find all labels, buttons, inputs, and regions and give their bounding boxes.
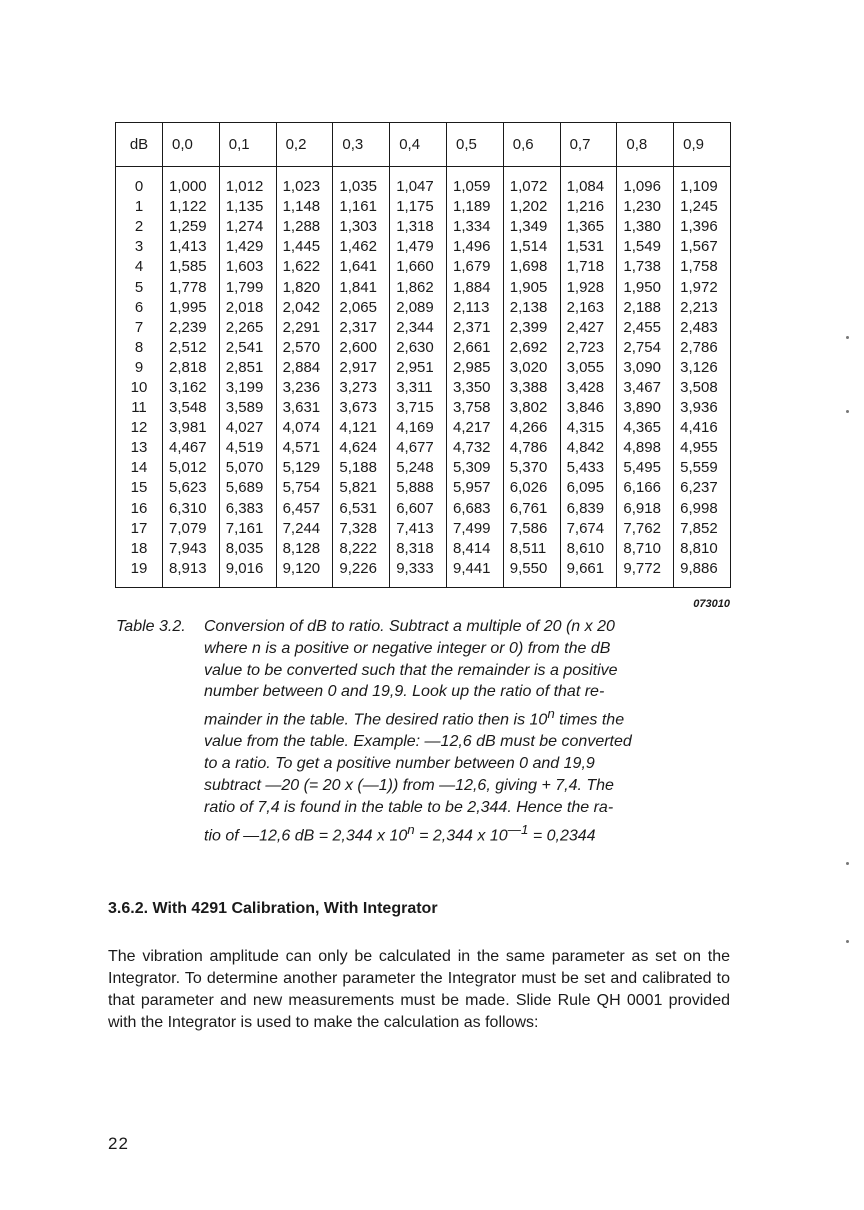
ratio-cell: 1,012 [219,167,276,198]
ratio-cell: 2,512 [163,338,220,358]
ratio-cell: 1,445 [276,237,333,257]
db-value-cell: 5 [116,277,163,297]
ratio-cell: 2,884 [276,358,333,378]
section-paragraph: The vibration amplitude can only be calculated in the same parameter as set on the Integrator. To determine another parameter the Integrator must be set and calibrated to that parameter and new measurements must be made. Slide Rule QH 0001 provided with the Integrator is used to make the calculation as follows: [108,948,730,1031]
db-value-cell: 13 [116,438,163,458]
column-header: 0,8 [617,123,674,167]
ratio-cell: 1,758 [674,257,731,277]
caption-line: number between 0 and 19,9. Look up the ratio of that re- [204,683,605,701]
ratio-cell: 7,244 [276,519,333,539]
ratio-cell: 3,846 [560,398,617,418]
ratio-cell: 5,754 [276,478,333,498]
ratio-cell: 2,455 [617,318,674,338]
column-header: 0,0 [163,123,220,167]
ratio-cell: 1,084 [560,167,617,198]
ratio-cell: 6,166 [617,478,674,498]
ratio-cell: 1,259 [163,217,220,237]
ratio-cell: 4,898 [617,438,674,458]
table-row [116,358,731,378]
ratio-cell: 2,600 [333,338,390,358]
ratio-cell: 3,631 [276,398,333,418]
ratio-cell: 5,248 [390,458,447,478]
ratio-cell: 5,370 [503,458,560,478]
ratio-cell: 3,273 [333,378,390,398]
ratio-cell: 8,128 [276,539,333,559]
db-value-cell: 4 [116,257,163,277]
table-row [116,478,731,498]
column-header: 0,9 [674,123,731,167]
ratio-cell: 1,718 [560,257,617,277]
ratio-cell: 1,023 [276,167,333,198]
ratio-cell: 6,839 [560,499,617,519]
scan-speck [846,410,849,413]
ratio-cell: 3,890 [617,398,674,418]
page-number: 22 [108,1134,129,1153]
ratio-cell: 1,000 [163,167,220,198]
ratio-cell: 1,862 [390,277,447,297]
ratio-cell: 4,732 [446,438,503,458]
table-body [116,167,731,588]
ratio-cell: 2,317 [333,318,390,338]
table-header-row [116,123,731,167]
ratio-cell: 5,559 [674,458,731,478]
ratio-cell: 6,095 [560,478,617,498]
ratio-cell: 1,660 [390,257,447,277]
ratio-cell: 2,344 [390,318,447,338]
ratio-cell: 9,772 [617,559,674,588]
column-header: 0,1 [219,123,276,167]
ratio-cell: 4,467 [163,438,220,458]
ratio-cell: 1,462 [333,237,390,257]
ratio-cell: 2,163 [560,298,617,318]
table-row [116,458,731,478]
ratio-cell: 2,951 [390,358,447,378]
ratio-cell: 4,677 [390,438,447,458]
ratio-cell: 9,226 [333,559,390,588]
ratio-cell: 1,641 [333,257,390,277]
ratio-cell: 4,365 [617,418,674,438]
ratio-cell: 5,623 [163,478,220,498]
ratio-cell: 6,607 [390,499,447,519]
db-value-cell: 11 [116,398,163,418]
table-row [116,398,731,418]
ratio-cell: 1,035 [333,167,390,198]
figure-code: 073010 [693,598,730,610]
caption-line: = 2,344 x 10 [414,826,508,844]
db-value-cell: 10 [116,378,163,398]
ratio-cell: 1,841 [333,277,390,297]
ratio-cell: 3,936 [674,398,731,418]
ratio-cell: 4,955 [674,438,731,458]
ratio-cell: 1,479 [390,237,447,257]
ratio-cell: 2,483 [674,318,731,338]
ratio-cell: 1,202 [503,197,560,217]
table-row [116,298,731,318]
ratio-cell: 7,413 [390,519,447,539]
ratio-cell: 8,810 [674,539,731,559]
ratio-cell: 6,310 [163,499,220,519]
db-value-cell: 9 [116,358,163,378]
column-header: 0,4 [390,123,447,167]
ratio-cell: 4,624 [333,438,390,458]
ratio-cell: 3,236 [276,378,333,398]
column-header: dB [116,123,163,167]
ratio-cell: 7,852 [674,519,731,539]
ratio-cell: 1,175 [390,197,447,217]
ratio-cell: 2,089 [390,298,447,318]
db-value-cell: 0 [116,167,163,198]
ratio-cell: 7,499 [446,519,503,539]
table-row [116,418,731,438]
column-header: 0,6 [503,123,560,167]
ratio-cell: 6,683 [446,499,503,519]
ratio-cell: 2,917 [333,358,390,378]
ratio-cell: 8,610 [560,539,617,559]
ratio-cell: 5,957 [446,478,503,498]
ratio-cell: 1,413 [163,237,220,257]
ratio-cell: 3,311 [390,378,447,398]
ratio-cell: 6,237 [674,478,731,498]
scan-speck [846,336,849,339]
ratio-cell: 1,161 [333,197,390,217]
ratio-cell: 1,950 [617,277,674,297]
table-row [116,519,731,539]
ratio-cell: 1,274 [219,217,276,237]
db-value-cell: 19 [116,559,163,588]
ratio-cell: 1,698 [503,257,560,277]
ratio-cell: 2,042 [276,298,333,318]
caption-line: ratio of 7,4 is found in the table to be 2,344. Hence the ra- [204,798,614,816]
db-value-cell: 7 [116,318,163,338]
ratio-cell: 1,567 [674,237,731,257]
ratio-cell: 9,661 [560,559,617,588]
ratio-cell: 6,531 [333,499,390,519]
ratio-cell: 2,692 [503,338,560,358]
ratio-cell: 1,135 [219,197,276,217]
ratio-cell: 3,126 [674,358,731,378]
caption-line: = 0,2344 [528,826,596,844]
ratio-cell: 2,213 [674,298,731,318]
ratio-cell: 9,550 [503,559,560,588]
ratio-cell: 2,065 [333,298,390,318]
ratio-cell: 1,995 [163,298,220,318]
ratio-cell: 7,943 [163,539,220,559]
table-row [116,539,731,559]
ratio-cell: 3,508 [674,378,731,398]
ratio-cell: 5,689 [219,478,276,498]
ratio-cell: 1,820 [276,277,333,297]
ratio-cell: 2,818 [163,358,220,378]
ratio-cell: 9,441 [446,559,503,588]
scan-speck [846,940,849,943]
ratio-cell: 3,162 [163,378,220,398]
ratio-cell: 6,918 [617,499,674,519]
ratio-cell: 4,315 [560,418,617,438]
ratio-cell: 4,519 [219,438,276,458]
ratio-cell: 4,786 [503,438,560,458]
ratio-cell: 1,778 [163,277,220,297]
db-value-cell: 14 [116,458,163,478]
ratio-cell: 2,265 [219,318,276,338]
db-value-cell: 1 [116,197,163,217]
ratio-cell: 2,399 [503,318,560,338]
table-caption [116,616,726,847]
ratio-cell: 1,365 [560,217,617,237]
ratio-cell: 2,138 [503,298,560,318]
ratio-cell: 3,020 [503,358,560,378]
ratio-cell: 1,603 [219,257,276,277]
ratio-cell: 5,495 [617,458,674,478]
ratio-cell: 8,035 [219,539,276,559]
ratio-cell: 1,514 [503,237,560,257]
superscript: —1 [507,821,529,837]
ratio-cell: 2,851 [219,358,276,378]
column-header: 0,7 [560,123,617,167]
caption-line: value to be converted such that the remainder is a positive [204,661,618,679]
ratio-cell: 8,222 [333,539,390,559]
ratio-cell: 9,016 [219,559,276,588]
ratio-cell: 3,673 [333,398,390,418]
caption-line: mainder in the table. The desired ratio then is 10 [204,711,548,729]
db-value-cell: 16 [116,499,163,519]
ratio-cell: 2,239 [163,318,220,338]
caption-line: subtract —20 (= 20 x (—1)) from —12,6, giving + 7,4. The [204,776,614,794]
table-row [116,318,731,338]
ratio-cell: 1,549 [617,237,674,257]
ratio-cell: 7,161 [219,519,276,539]
ratio-cell: 7,586 [503,519,560,539]
db-ratio-table [115,122,731,588]
ratio-cell: 3,802 [503,398,560,418]
ratio-cell: 8,318 [390,539,447,559]
db-value-cell: 12 [116,418,163,438]
ratio-cell: 4,121 [333,418,390,438]
ratio-cell: 8,414 [446,539,503,559]
ratio-cell: 2,661 [446,338,503,358]
ratio-cell: 2,786 [674,338,731,358]
section-heading: 3.6.2. With 4291 Calibration, With Integrator [108,900,438,917]
table-row [116,277,731,297]
ratio-cell: 3,350 [446,378,503,398]
ratio-cell: 1,245 [674,197,731,217]
db-value-cell: 8 [116,338,163,358]
ratio-cell: 5,070 [219,458,276,478]
ratio-cell: 1,429 [219,237,276,257]
table-row [116,499,731,519]
column-header: 0,3 [333,123,390,167]
ratio-cell: 1,679 [446,257,503,277]
ratio-cell: 6,026 [503,478,560,498]
ratio-cell: 4,266 [503,418,560,438]
column-header: 0,5 [446,123,503,167]
caption-line: value from the table. Example: —12,6 dB must be converted [204,733,632,751]
ratio-cell: 6,383 [219,499,276,519]
ratio-cell: 3,199 [219,378,276,398]
ratio-cell: 1,531 [560,237,617,257]
column-header: 0,2 [276,123,333,167]
table-row [116,167,731,198]
ratio-cell: 1,096 [617,167,674,198]
ratio-cell: 7,079 [163,519,220,539]
ratio-cell: 7,674 [560,519,617,539]
db-value-cell: 15 [116,478,163,498]
ratio-cell: 1,622 [276,257,333,277]
ratio-cell: 1,109 [674,167,731,198]
ratio-cell: 2,018 [219,298,276,318]
superscript: n [547,706,555,722]
ratio-cell: 4,416 [674,418,731,438]
table-row [116,217,731,237]
ratio-cell: 1,334 [446,217,503,237]
db-value-cell: 2 [116,217,163,237]
ratio-cell: 3,758 [446,398,503,418]
caption-line: times the [554,711,625,729]
table-row [116,438,731,458]
ratio-cell: 1,288 [276,217,333,237]
ratio-cell: 1,884 [446,277,503,297]
ratio-cell: 4,571 [276,438,333,458]
ratio-cell: 8,710 [617,539,674,559]
ratio-cell: 5,309 [446,458,503,478]
ratio-cell: 1,318 [390,217,447,237]
ratio-cell: 2,427 [560,318,617,338]
ratio-cell: 9,120 [276,559,333,588]
ratio-cell: 1,047 [390,167,447,198]
ratio-cell: 9,333 [390,559,447,588]
ratio-cell: 1,496 [446,237,503,257]
ratio-cell: 4,217 [446,418,503,438]
ratio-cell: 2,570 [276,338,333,358]
ratio-cell: 4,027 [219,418,276,438]
ratio-cell: 1,905 [503,277,560,297]
table-row [116,237,731,257]
db-value-cell: 6 [116,298,163,318]
ratio-cell: 1,072 [503,167,560,198]
ratio-cell: 3,428 [560,378,617,398]
ratio-cell: 6,457 [276,499,333,519]
ratio-cell: 2,113 [446,298,503,318]
ratio-cell: 1,230 [617,197,674,217]
ratio-cell: 3,467 [617,378,674,398]
ratio-cell: 8,511 [503,539,560,559]
ratio-cell: 1,303 [333,217,390,237]
ratio-cell: 2,630 [390,338,447,358]
ratio-cell: 3,548 [163,398,220,418]
ratio-cell: 1,059 [446,167,503,198]
ratio-cell: 1,189 [446,197,503,217]
ratio-cell: 1,928 [560,277,617,297]
ratio-cell: 1,380 [617,217,674,237]
ratio-cell: 2,754 [617,338,674,358]
caption-line: Conversion of dB to ratio. Subtract a multiple of 20 (n x 20 [204,618,615,635]
superscript: n [407,821,415,837]
db-value-cell: 17 [116,519,163,539]
ratio-cell: 2,188 [617,298,674,318]
ratio-cell: 2,541 [219,338,276,358]
ratio-cell: 2,291 [276,318,333,338]
ratio-cell: 3,715 [390,398,447,418]
caption-label: Table 3.2. [116,618,186,635]
ratio-cell: 2,371 [446,318,503,338]
ratio-cell: 9,886 [674,559,731,588]
ratio-cell: 7,328 [333,519,390,539]
ratio-cell: 5,129 [276,458,333,478]
ratio-cell: 3,055 [560,358,617,378]
ratio-cell: 3,589 [219,398,276,418]
ratio-cell: 1,972 [674,277,731,297]
ratio-cell: 7,762 [617,519,674,539]
ratio-cell: 4,169 [390,418,447,438]
scan-speck [846,862,849,865]
table-row [116,378,731,398]
db-value-cell: 3 [116,237,163,257]
ratio-cell: 6,998 [674,499,731,519]
table-row [116,559,731,588]
caption-text [204,616,726,847]
ratio-cell: 5,888 [390,478,447,498]
ratio-cell: 1,738 [617,257,674,277]
table-row [116,338,731,358]
ratio-cell: 1,349 [503,217,560,237]
ratio-cell: 3,090 [617,358,674,378]
ratio-cell: 3,981 [163,418,220,438]
ratio-cell: 5,012 [163,458,220,478]
ratio-cell: 2,985 [446,358,503,378]
ratio-cell: 5,188 [333,458,390,478]
ratio-cell: 6,761 [503,499,560,519]
ratio-cell: 8,913 [163,559,220,588]
ratio-cell: 3,388 [503,378,560,398]
table-row [116,197,731,217]
table-row [116,257,731,277]
ratio-cell: 5,821 [333,478,390,498]
ratio-cell: 5,433 [560,458,617,478]
db-value-cell: 18 [116,539,163,559]
ratio-cell: 1,396 [674,217,731,237]
ratio-cell: 1,585 [163,257,220,277]
ratio-cell: 1,148 [276,197,333,217]
ratio-cell: 1,216 [560,197,617,217]
ratio-cell: 1,122 [163,197,220,217]
ratio-cell: 1,799 [219,277,276,297]
ratio-cell: 2,723 [560,338,617,358]
caption-line: tio of —12,6 dB = 2,344 x 10 [204,826,408,844]
ratio-cell: 4,074 [276,418,333,438]
ratio-cell: 4,842 [560,438,617,458]
caption-line: to a ratio. To get a positive number between 0 and 19,9 [204,755,595,773]
caption-line: where n is a positive or negative integer or 0) from the dB [204,639,611,657]
